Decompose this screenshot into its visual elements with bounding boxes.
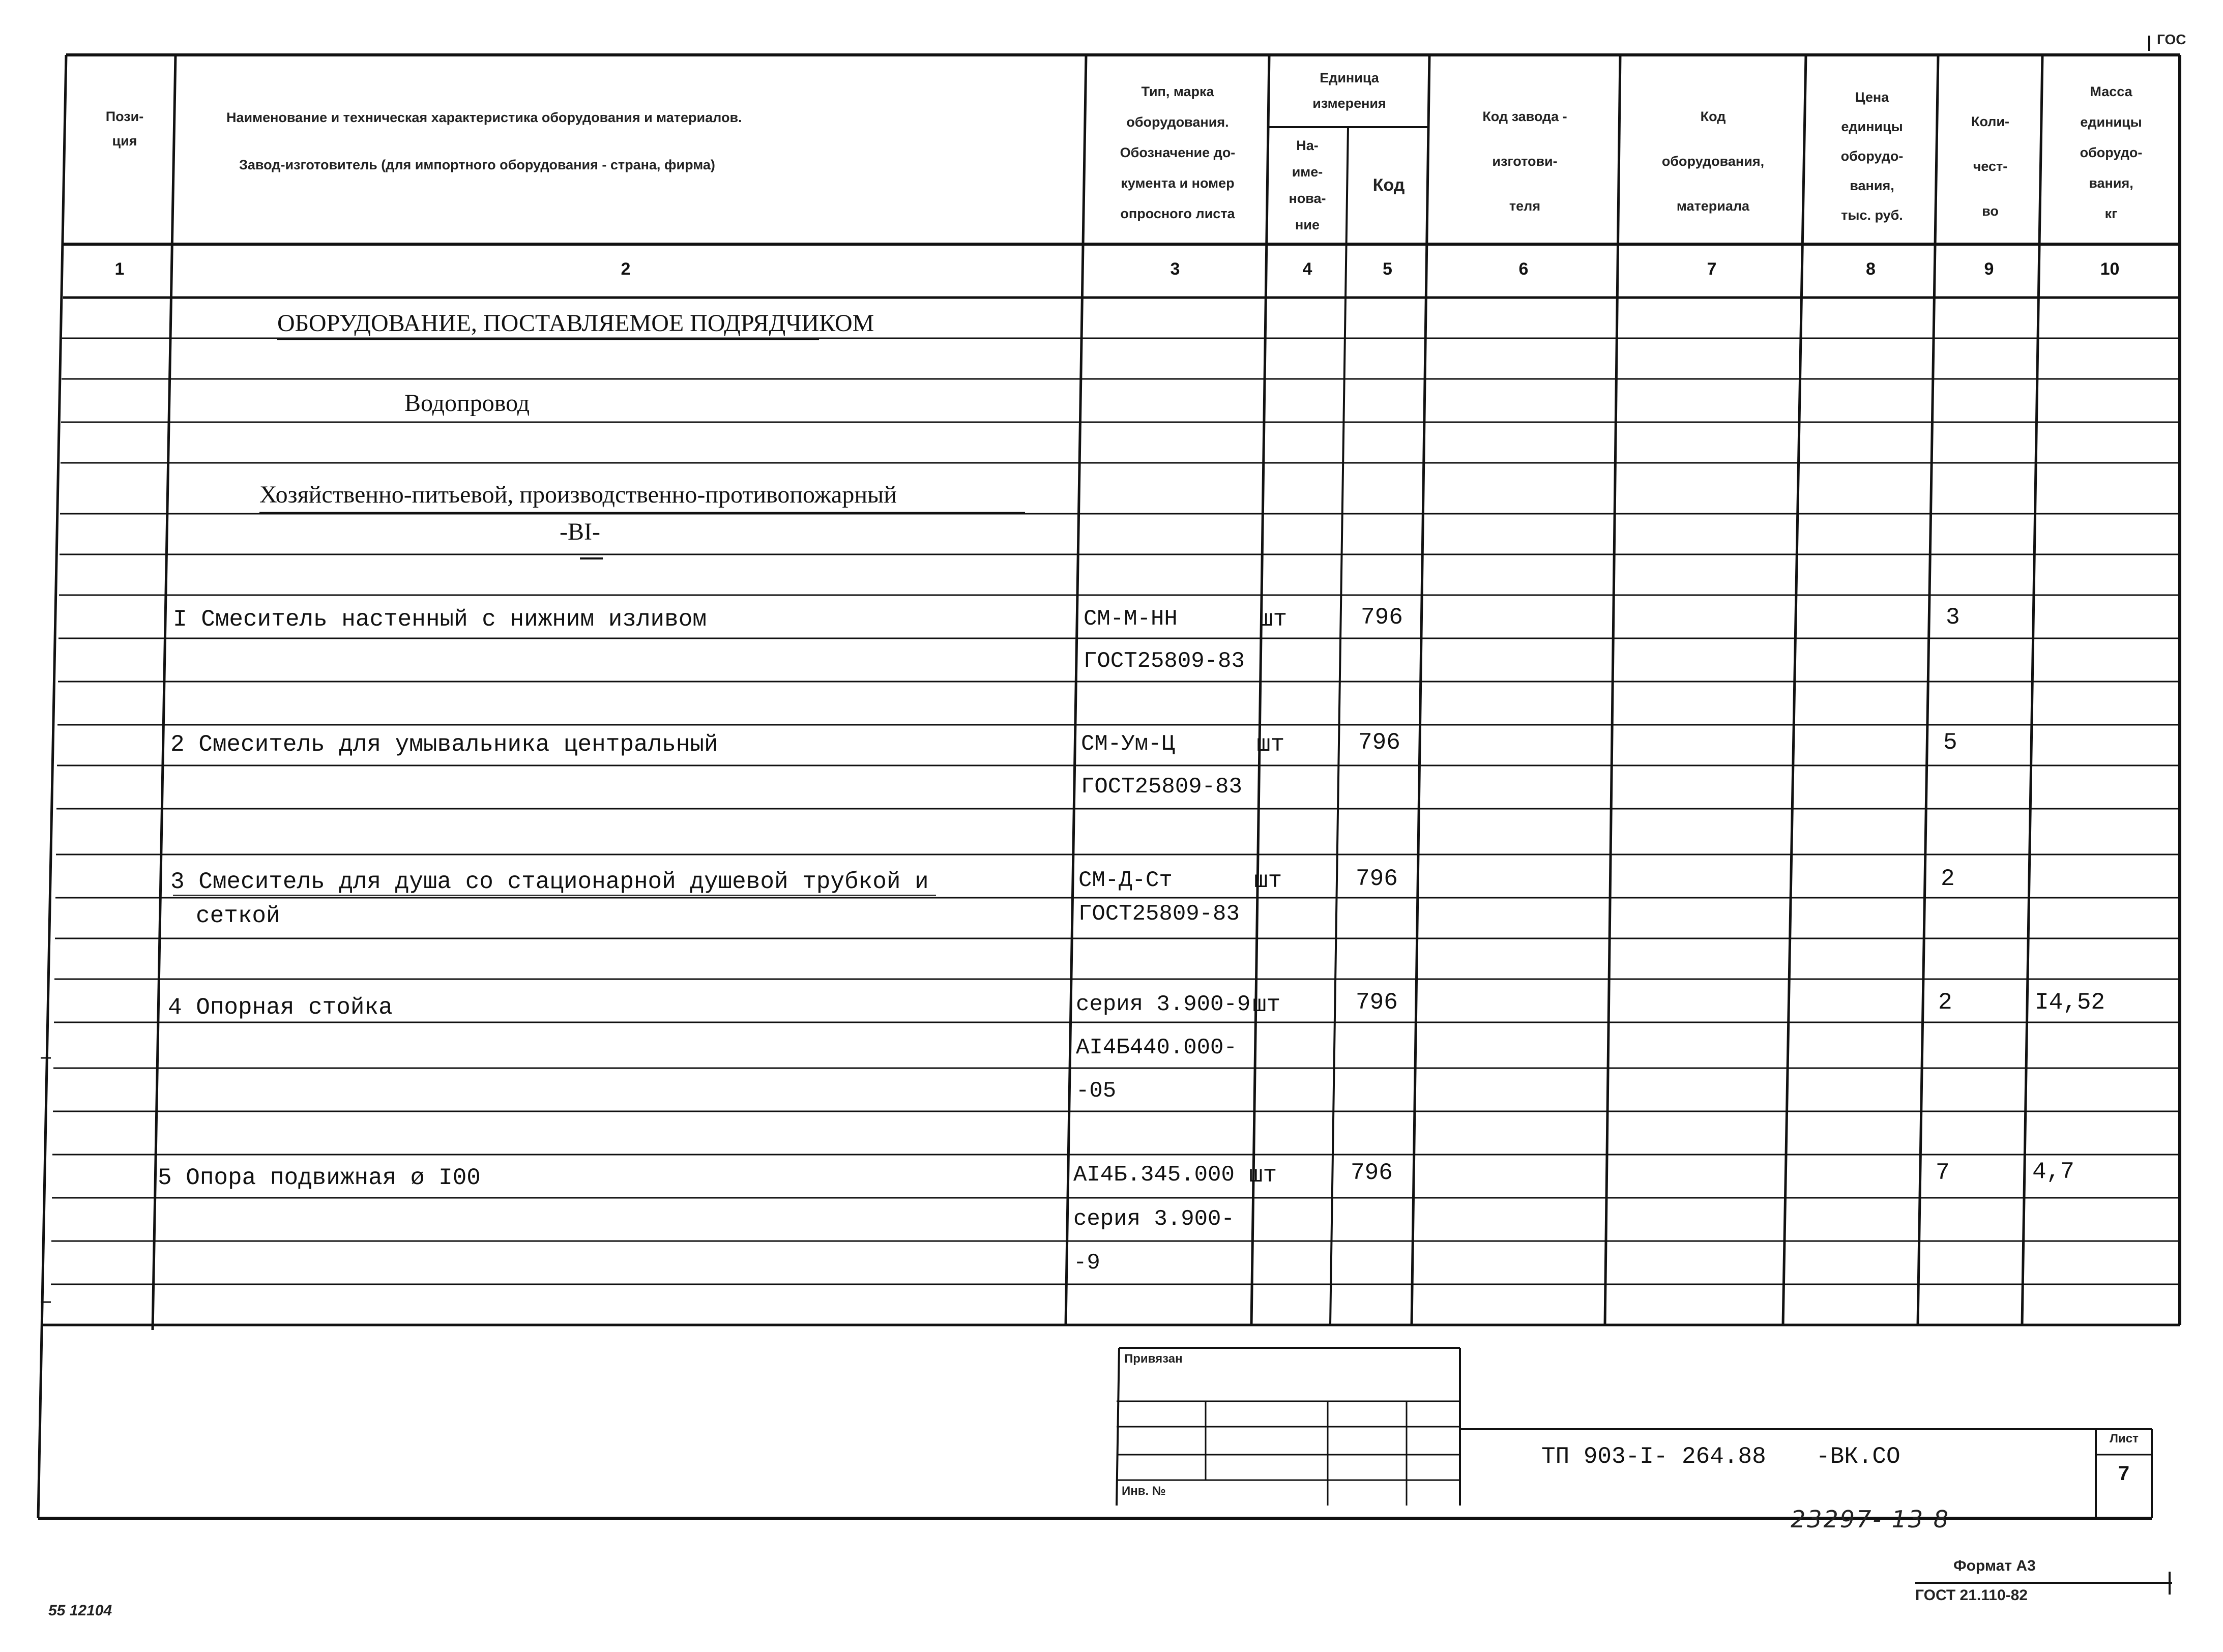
handwritten-number: 23297- 13 8 — [1791, 1506, 1950, 1533]
item-name: 4 Опорная стойка — [168, 994, 393, 1021]
item-drawing: AI4Б440.000- — [1076, 1035, 1237, 1060]
item-drawing-cont: -05 — [1076, 1078, 1117, 1104]
column-number: 9 — [1984, 259, 1994, 279]
header-col9: Коли- чест- во — [1971, 114, 2010, 219]
system-code: -BI- — [560, 518, 600, 545]
item-code: 796 — [1351, 1160, 1393, 1186]
item-qty: 3 — [1946, 604, 1960, 631]
header-col2-line2: Завод-изготовитель (для импортного оборудования - страна, фирма) — [239, 157, 715, 172]
document-code: ТП 903-I- 264.88 — [1541, 1443, 1766, 1470]
item-type: AI4Б.345.000 — [1073, 1162, 1235, 1188]
stamp-inv: Инв. № — [1122, 1484, 1166, 1498]
item-code: 796 — [1361, 604, 1403, 631]
item-code: 796 — [1358, 729, 1400, 756]
item-name: 3 Смеситель для душа со стационарной душевой трубкой и — [170, 869, 929, 895]
item-standard: ГОСТ25809-83 — [1078, 901, 1240, 927]
item-unit: шт — [1259, 606, 1288, 633]
system-title: Хозяйственно-питьевой, производственно-противопожарный — [259, 481, 897, 508]
column-number: 1 — [114, 259, 125, 279]
item-unit: шт — [1252, 992, 1281, 1018]
item-unit: шт — [1249, 1162, 1277, 1189]
header-col6: Код завода - изготови- теля — [1482, 109, 1567, 214]
column-number: 4 — [1302, 259, 1312, 279]
column-number: 10 — [2100, 259, 2120, 279]
item-name-continuation: сеткой — [196, 903, 280, 929]
sheet-number: 7 — [2118, 1462, 2130, 1485]
header-col8: Цена единицы оборудо- вания, тыс. руб. — [1840, 90, 1904, 223]
item-qty: 2 — [1941, 866, 1955, 892]
header-col10: Масса единицы оборудо- вания, кг — [2080, 84, 2143, 221]
item-mass: 4,7 — [2032, 1159, 2074, 1185]
item-mass: I4,52 — [2035, 989, 2105, 1016]
item-name: I Смеситель настенный с нижним изливом — [173, 606, 707, 633]
sheet-label: Лист — [2110, 1432, 2139, 1446]
header-col2-line1: Наименование и техническая характеристика оборудования и материалов. — [226, 110, 742, 125]
item-code: 796 — [1356, 989, 1398, 1016]
item-unit: шт — [1256, 731, 1285, 758]
item-qty: 7 — [1936, 1160, 1950, 1186]
format-standard: ГОСТ 21.110-82 — [1915, 1587, 2028, 1604]
section-subtitle: Водопровод — [404, 390, 530, 417]
item-type: СМ-Д-Ст — [1078, 868, 1173, 893]
header-col1: Пози- ция — [105, 109, 144, 149]
header-col4: На- име- нова- ние — [1289, 138, 1326, 232]
header-col3: Тип, марка оборудования. Обозначение до- кумента и номер опросного листа — [1120, 84, 1236, 221]
item-type: СМ-М-НН — [1084, 606, 1178, 632]
header-col7: Код оборудования, материала — [1661, 109, 1765, 214]
format-label: Формат А3 — [1953, 1557, 2036, 1574]
section-title: ОБОРУДОВАНИЕ, ПОСТАВЛЯЕМОЕ ПОДРЯДЧИКОМ — [277, 310, 874, 337]
corner-mark: ГОС — [2157, 32, 2186, 47]
column-number: 2 — [621, 259, 631, 279]
item-name: 5 Опора подвижная ø I00 — [158, 1165, 481, 1191]
item-series: серия 3.900- — [1073, 1206, 1235, 1232]
item-name: 2 Смеситель для умывальника центральный — [170, 731, 718, 758]
column-number: 7 — [1707, 259, 1717, 279]
item-unit: шт — [1254, 868, 1282, 894]
stamp-privyazan: Привязан — [1124, 1352, 1183, 1366]
column-number: 8 — [1866, 259, 1876, 279]
item-type: серия 3.900-9 — [1076, 992, 1251, 1017]
item-qty: 5 — [1943, 729, 1957, 756]
item-series-cont: -9 — [1073, 1250, 1100, 1276]
column-number: 3 — [1170, 259, 1180, 279]
footer-number: 55 12104 — [48, 1602, 112, 1619]
column-number: 6 — [1518, 259, 1529, 279]
header-col5: Код — [1372, 175, 1405, 195]
document-suffix: -ВК.СО — [1816, 1443, 1900, 1470]
item-standard: ГОСТ25809-83 — [1081, 774, 1242, 800]
item-standard: ГОСТ25809-83 — [1084, 648, 1245, 674]
header-unit-group: Единица измерения — [1312, 70, 1386, 111]
item-type: СМ-Ум-Ц — [1081, 731, 1175, 757]
item-code: 796 — [1356, 866, 1398, 892]
item-qty: 2 — [1938, 989, 1952, 1016]
column-number: 5 — [1383, 259, 1392, 279]
